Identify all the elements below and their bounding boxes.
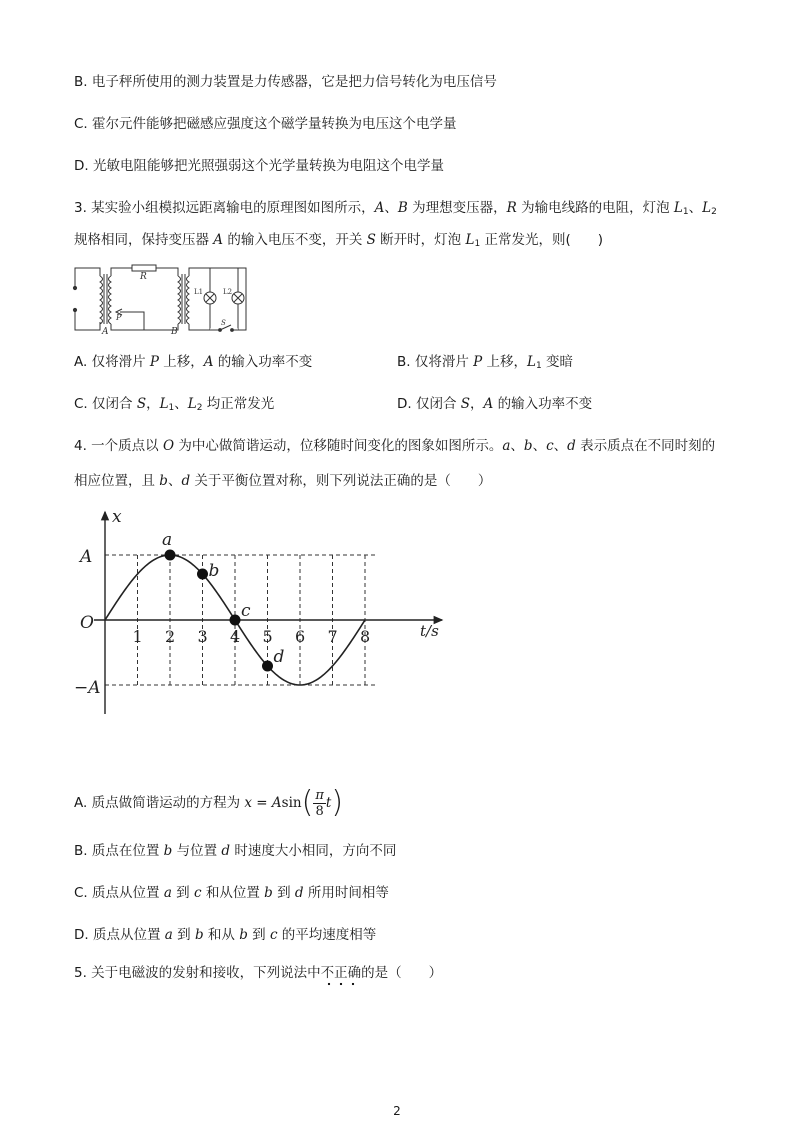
q4-option-d: D. 质点从位置 a 到 b 和从 b 到 c 的平均速度相等 [74, 927, 377, 943]
displacement-time-chart [72, 504, 452, 722]
y-tick-amplitude-negative: −A [74, 678, 101, 698]
option-c-text: C. 霍尔元件能够把磁感应强度这个磁学量转换为电压这个电学量 [74, 116, 457, 132]
transformer-a-primary-coil [100, 276, 103, 324]
transformer-a-secondary-coil [109, 276, 112, 324]
q4-stem-line-2: 相应位置，且 b、d 关于平衡位置对称，则下列说法正确的是（ ） [74, 473, 492, 489]
transformer-b-primary-coil [178, 276, 181, 324]
origin-label: O [80, 613, 94, 633]
option-b-text: B. 电子秤所使用的测力装置是力传感器，它是把力信号转化为电压信号 [74, 74, 497, 90]
lamp-l2 [232, 292, 244, 304]
q3-option-c: C. 仅闭合 S，$L_1$、$L_2$ 均正常发光 [74, 396, 275, 413]
y-tick-amplitude-positive: A [80, 547, 93, 567]
point-label-d: d [273, 646, 285, 667]
x-tick-label-3: 3 [197, 627, 208, 646]
q4-option-b: B. 质点在位置 b 与位置 d 时速度大小相同，方向不同 [74, 843, 397, 859]
emphasis-dotted-text: 不正确 [321, 965, 362, 986]
x-tick-label-6: 6 [295, 627, 306, 646]
x-axis-label: t/s [420, 622, 439, 640]
circuit-label-l2: L2 [223, 288, 233, 296]
q3-option-d: D. 仅闭合 S，A 的输入功率不变 [397, 396, 593, 412]
circuit-label-b: B [171, 327, 178, 336]
transmission-circuit-diagram [70, 262, 260, 336]
x-tick-label-2: 2 [165, 627, 176, 646]
circuit-label-p: P [116, 313, 122, 322]
point-c [230, 615, 241, 626]
q4-option-a: A. 质点做简谐运动的方程为 x = Asin( $\frac{\pi}{8}$ t) [74, 785, 344, 820]
point-label-c: c [241, 601, 251, 621]
q3-stem-line-1: 3. 某实验小组模拟远距离输电的原理图如图所示，A、B 为理想变压器，R 为输电线路的电阻，灯泡 $L_1$、$L_2$ [74, 200, 717, 217]
q3-stem-line-2: 规格相同，保持变压器 A 的输入电压不变，开关 S 断开时，灯泡 $L_1$ 正常发光，则( ) [74, 232, 604, 249]
point-label-a: a [162, 530, 173, 550]
y-axis-label: x [112, 507, 122, 527]
pi-over-8-fraction: $\frac{\pi}{8}$ [315, 787, 324, 819]
option-d-text: D. 光敏电阻能够把光照强弱这个光学量转换为电阻这个电学量 [74, 158, 444, 174]
circuit-label-a: A [102, 327, 109, 336]
point-d [262, 660, 273, 671]
lamp-l1 [204, 292, 216, 304]
page-number: 2 [393, 1104, 401, 1118]
circuit-label-l1: L1 [194, 288, 204, 296]
point-b [197, 569, 208, 580]
q4-option-c: C. 质点从位置 a 到 c 和从位置 b 到 d 所用时间相等 [74, 885, 389, 901]
q5-stem: 5. 关于电磁波的发射和接收，下列说法中不正确的是（ ） [74, 963, 442, 983]
q3-option-b: B. 仅将滑片 P 上移，$L_1$ 变暗 [397, 354, 574, 371]
x-tick-label-7: 7 [327, 627, 338, 646]
point-label-b: b [208, 561, 220, 582]
circuit-label-s: S [221, 319, 226, 327]
circuit-label-r: R [140, 272, 147, 282]
x-tick-label-8: 8 [360, 627, 371, 646]
x-tick-label-4: 4 [230, 627, 241, 646]
x-tick-label-5: 5 [262, 627, 273, 646]
resistor-r [132, 265, 156, 271]
q3-option-a: A. 仅将滑片 P 上移，A 的输入功率不变 [74, 354, 313, 370]
q4-stem-line-1: 4. 一个质点以 O 为中心做简谐运动，位移随时间变化的图象如图所示。a、b、c、d 表示质点在不同时刻的 [74, 438, 716, 454]
x-tick-label-1: 1 [132, 627, 143, 646]
point-a [165, 550, 176, 561]
transformer-b-secondary-coil [187, 276, 190, 324]
